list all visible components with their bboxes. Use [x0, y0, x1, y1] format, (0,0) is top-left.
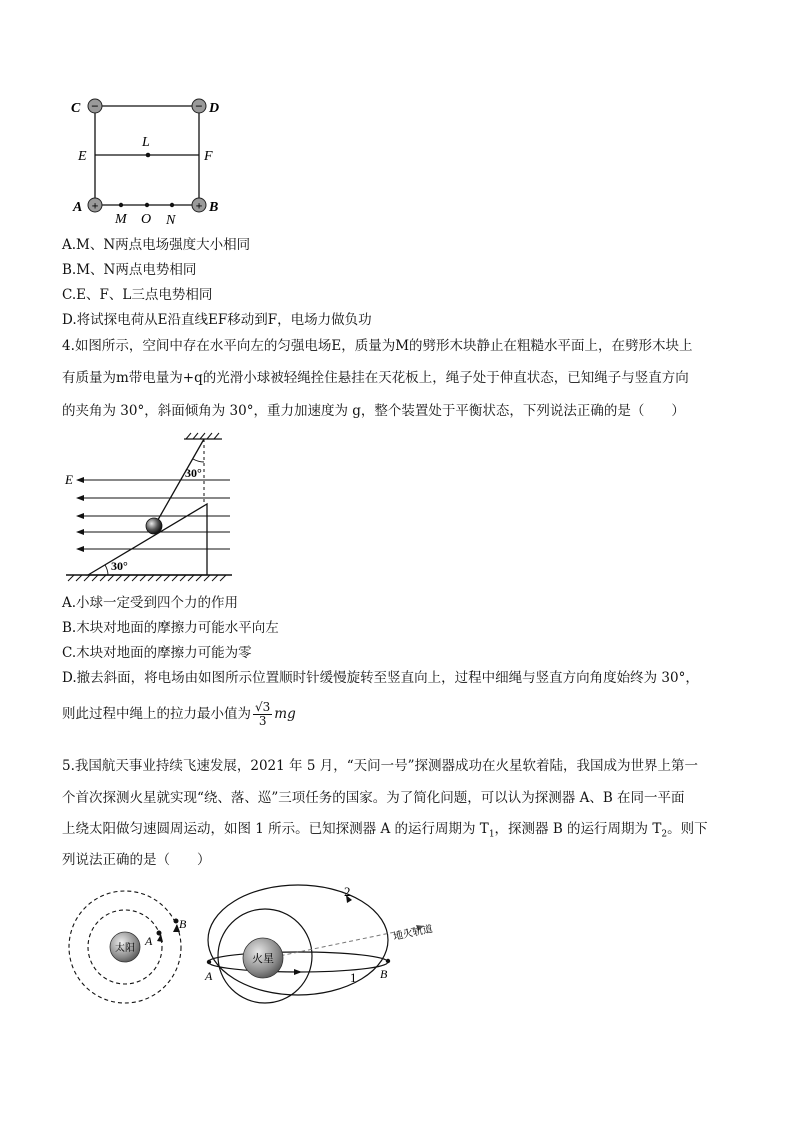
svg-text:−: −	[91, 98, 99, 114]
label-angle-top: 30°	[185, 466, 202, 480]
label-mars: 火星	[252, 953, 274, 965]
label-orbit-2: 2	[344, 884, 351, 899]
probe-b	[174, 919, 179, 924]
angle-arc-top	[193, 459, 204, 462]
q5-stem-line2: 个首次探测火星就实现“绕、落、巡”三项任务的国家。为了简化问题，可以认为探测器 A、B 在同一平面	[62, 790, 685, 806]
label-point-b: B	[380, 967, 388, 981]
label-e: E	[78, 149, 87, 164]
point-o	[145, 203, 149, 207]
angle-arc-bottom	[105, 565, 108, 575]
q5-stem-line3: 上绕太阳做匀速圆周运动，如图 1 所示。已知探测器 A 的运行周期为 $T_1$，探测器 B 的运行周期为 $T_2$。则下	[62, 821, 708, 840]
label-d: D	[209, 101, 220, 116]
orbit-1	[208, 952, 388, 972]
charge-b	[192, 198, 206, 213]
label-earth-mars-orbit: 地火轨道	[392, 923, 434, 943]
svg-text:+: +	[195, 198, 203, 213]
arrow-orbit-1	[294, 969, 302, 975]
q4-stem-line2: 有质量为m带电量为+q的光滑小球被轻绳拴住悬挂在天花板上，绳子处于伸直状态，已知绳子与竖直方向	[62, 370, 689, 386]
wedge	[88, 504, 207, 575]
charge-d	[192, 99, 206, 114]
q4-option-a: A.小球一定受到四个力的作用	[62, 595, 239, 611]
label-o: O	[141, 212, 152, 227]
label-orbit-1: 1	[350, 970, 357, 985]
svg-text:+: +	[91, 198, 99, 213]
field-lines	[82, 480, 230, 549]
label-sun: 太阳	[115, 943, 135, 954]
point-n	[170, 203, 174, 207]
field-arrowheads	[76, 477, 84, 552]
point-m	[119, 203, 123, 207]
mars-transfer-figure	[200, 880, 450, 1010]
charged-ball	[146, 518, 162, 534]
point-l	[146, 153, 151, 158]
label-f: F	[204, 149, 213, 164]
q4-option-d-cont: 则此过程中绳上的拉力最小值为 $\frac{√3}{3}$ mg	[62, 700, 296, 728]
label-n: N	[166, 213, 176, 228]
rope	[155, 439, 204, 525]
label-m: M	[115, 212, 127, 227]
svg-text:−: −	[195, 98, 203, 114]
label-b: B	[209, 200, 219, 215]
q4-stem-line1: 4.如图所示，空间中存在水平向左的匀强电场E，质量为M的劈形木块静止在粗糙水平面上，在劈形木块上	[62, 338, 693, 354]
orbit-2	[208, 885, 388, 995]
label-probe-b: B	[179, 917, 187, 931]
incline-field-figure	[62, 432, 242, 582]
label-point-a: A	[205, 969, 213, 983]
charge-rectangle-figure	[62, 90, 232, 230]
sun-orbits-figure	[62, 885, 202, 1015]
label-l: L	[142, 135, 150, 150]
point-b-orbit	[386, 959, 390, 963]
charge-c	[88, 99, 102, 114]
q5-stem-line1: 5.我国航天事业持续飞速发展，2021 年 5 月，“天问一号”探测器成功在火星软着陆，我国成为世界上第一	[62, 758, 699, 774]
point-a-orbit	[207, 960, 211, 964]
q3-option-d: D.将试探电荷从E沿直线EF移动到F，电场力做负功	[62, 312, 372, 328]
label-c: C	[71, 101, 81, 116]
fraction-sqrt3-over-3: $\frac{√3}{3}$	[255, 700, 271, 728]
q4-option-d: D.撤去斜面，将电场由如图所示位置顺时针缓慢旋转至竖直向上，过程中细绳与竖直方向角度始终为 30°，	[62, 670, 699, 686]
label-probe-a: A	[145, 934, 153, 948]
label-angle-bottom: 30°	[111, 559, 128, 573]
q4-stem-line3: 的夹角为 30°，斜面倾角为 30°，重力加速度为 g，整个装置处于平衡状态，下列说法正确的是（ ）	[62, 403, 685, 419]
label-a: A	[73, 200, 83, 215]
q4-option-b: B.木块对地面的摩擦力可能水平向左	[62, 620, 279, 636]
q3-option-c: C.E、F、L三点电势相同	[62, 287, 213, 303]
q4-option-c: C.木块对地面的摩擦力可能为零	[62, 645, 252, 661]
q3-option-a: A.M、N两点电场强度大小相同	[62, 237, 251, 253]
q5-stem-line4: 列说法正确的是（ ）	[62, 852, 211, 868]
charge-a	[88, 198, 102, 213]
label-e-field: E	[65, 472, 73, 487]
q3-option-b: B.M、N两点电势相同	[62, 262, 197, 278]
